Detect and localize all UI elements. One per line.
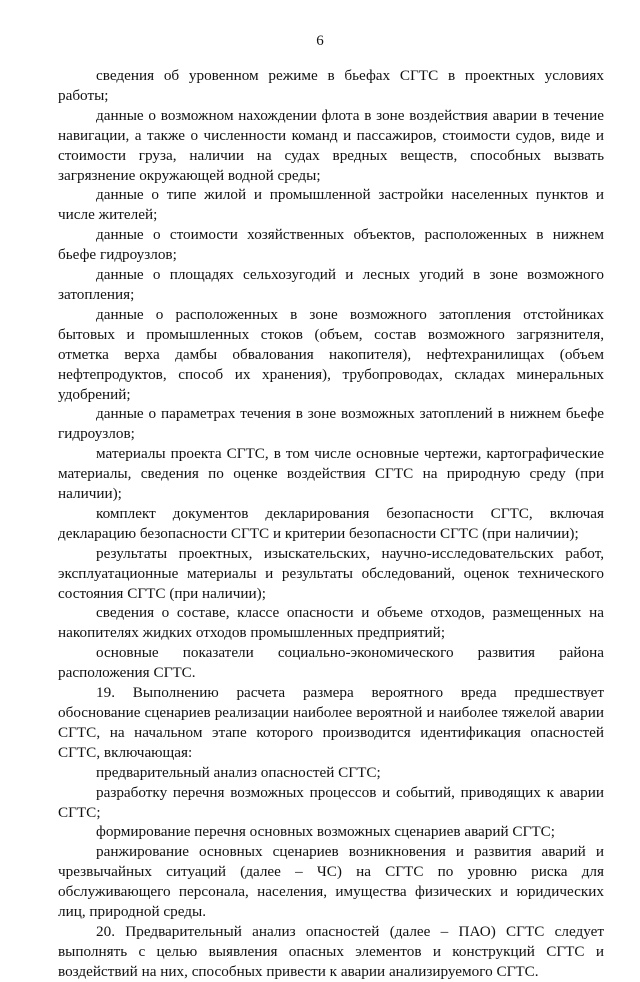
paragraph: ранжирование основных сценариев возникновения и развития аварий и чрезвычайных ситуаций (далее – ЧС) на СГТС по уровню риска для обслуживающего персонала, населения, имущества физических и юридических лиц, природной среды.	[58, 843, 604, 921]
paragraph: материалы проекта СГТС, в том числе основные чертежи, картографические материалы, сведения по оценке воздействия СГТС на природную среду (при наличии);	[58, 445, 604, 503]
page-number: 6	[316, 33, 324, 49]
paragraph: данные о возможном нахождении флота в зоне воздействия аварии в течение навигации, а также о численности команд и пассажиров, стоимости судов, виде и стоимости груза, наличии на судах вредных веществ, способных вызвать загрязнение окружающей водной среды;	[58, 106, 604, 184]
paragraph: разработку перечня возможных процессов и событий, приводящих к аварии СГТС;	[58, 783, 604, 821]
document-body	[58, 66, 604, 982]
paragraph: предварительный анализ опасностей СГТС;	[96, 763, 381, 781]
paragraph: данные о параметрах течения в зоне возможных затоплений в нижнем бьефе гидроузлов;	[58, 405, 604, 443]
paragraph: основные показатели социально-экономического развития района расположения СГТС.	[58, 644, 604, 682]
paragraph: результаты проектных, изыскательских, научно-исследовательских работ, эксплуатационные материалы и результаты обследований, оценок технического состояния СГТС (при наличии);	[58, 544, 604, 602]
paragraph: сведения о составе, классе опасности и объеме отходов, размещенных на накопителях жидких отходов промышленных предприятий;	[58, 604, 604, 642]
paragraph: данные о стоимости хозяйственных объектов, расположенных в нижнем бьефе гидроузлов;	[58, 226, 604, 264]
paragraph: комплект документов декларирования безопасности СГТС, включая декларацию безопасности СГТС и критерии безопасности СГТС (при наличии);	[58, 504, 604, 542]
paragraph: 19. Выполнению расчета размера вероятного вреда предшествует обоснование сценариев реализации наиболее вероятной и наиболее тяжелой аварии СГТС, на начальном этапе которого производится идентификация опасностей СГТС, включающая:	[58, 684, 604, 761]
paragraph: сведения об уровенном режиме в бьефах СГТС в проектных условиях работы;	[58, 67, 604, 104]
paragraph: формирование перечня основных возможных сценариев аварий СГТС;	[96, 823, 555, 841]
paragraph: данные о площадях сельхозугодий и лесных угодий в зоне возможного затопления;	[58, 266, 604, 303]
paragraph: данные о типе жилой и промышленной застройки населенных пунктов и числе жителей;	[58, 186, 604, 224]
paragraph: 20. Предварительный анализ опасностей (далее – ПАО) СГТС следует выполнять с целью выявления опасных элементов и конструкций СГТС и воздействий на них, способных привести к аварии анализируемого СГТС.	[58, 922, 604, 980]
paragraph: данные о расположенных в зоне возможного затопления отстойниках бытовых и промышленных стоков (объем, состав возможного загрязнителя, отметка верха дамбы обвалования накопителя), нефтехранилищах (объем нефтепродуктов, способ их хранения), трубопроводах, складах минеральных удобрений;	[58, 305, 604, 403]
